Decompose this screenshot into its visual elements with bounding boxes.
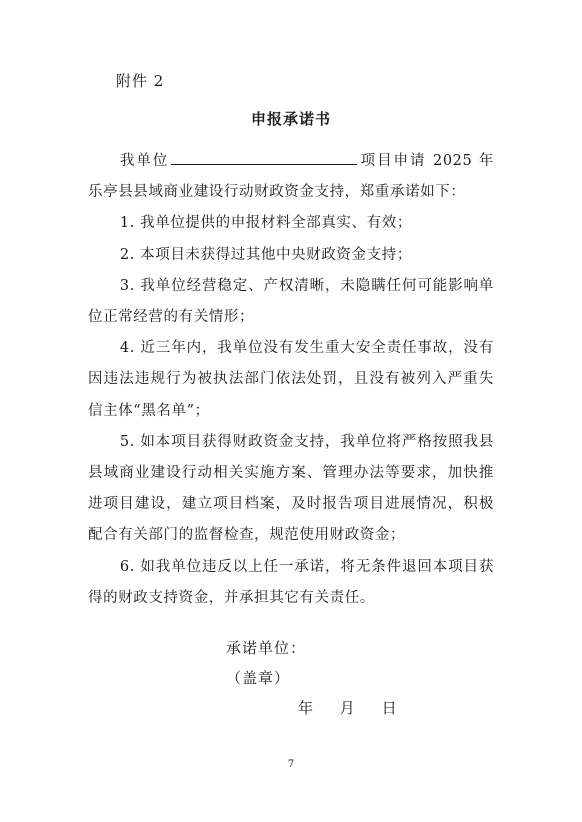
date-day: 日 (381, 699, 397, 717)
document-body (88, 146, 494, 614)
seal-label: （盖章） (226, 669, 291, 687)
commitment-item-6: 6. 如我单位违反以上任一承诺，将无条件退回本项目获得的财政支持资金，并承担其它有关责任。 (88, 558, 494, 606)
intro-prefix: 我单位 (119, 153, 170, 169)
attachment-label: 附件 2 (116, 72, 165, 90)
commitment-item-3: 3. 我单位经营稳定、产权清晰，未隐瞒任何可能影响单位正常经营的有关情形； (88, 277, 494, 326)
intro-paragraph (88, 146, 494, 208)
commitment-item-5: 5. 如本项目获得财政资金支持，我单位将严格按照我县县域商业建设行动相关实施方案、管理办法等要求，加快推进项目建设，建立项目档案，及时报告项目进展情况，积极配合有关部门的监督检查，规范使用财政资金； (88, 433, 494, 544)
commitment-item-2: 2. 本项目未获得过其他中央财政资金支持； (119, 246, 412, 263)
document-title: 申报承诺书 (250, 110, 331, 128)
date-year: 年 (298, 699, 314, 717)
commitment-item-4: 4. 近三年内，我单位没有发生重大安全责任事故，没有因违法违规行为被执法部门依法处罚，且没有被列入严重失信主体“黑名单”； (88, 340, 494, 419)
sign-unit-label: 承诺单位： (226, 639, 307, 657)
date-month: 月 (339, 699, 355, 717)
page-number: 7 (287, 759, 295, 770)
intro-suffix: 项目申请 2025 年乐亭县县域商业建设行动财政资金支持，郑重承诺如下： (88, 153, 494, 201)
date-line (298, 697, 409, 718)
unit-name-blank-line (171, 149, 357, 165)
commitment-item-1: 1. 我单位提供的申报材料全部真实、有效； (119, 215, 412, 232)
